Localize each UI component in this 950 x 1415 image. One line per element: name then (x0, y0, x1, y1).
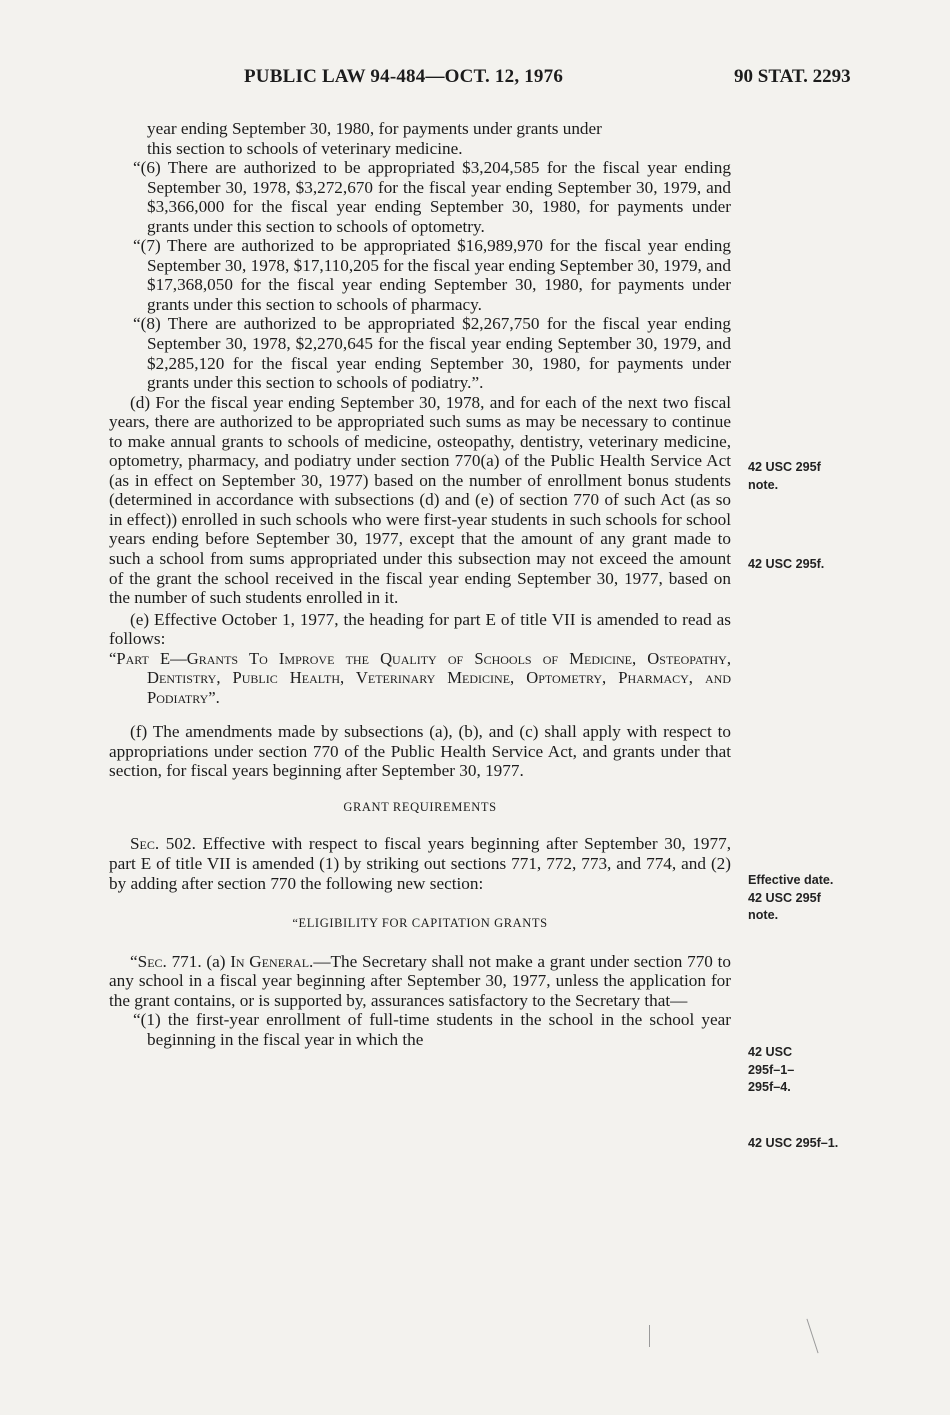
margin-note-line: Effective date. (748, 873, 834, 887)
paragraph-continuation-1: year ending September 30, 1980, for payments under grants under (147, 119, 602, 138)
margin-note-line: 42 USC 295f. (748, 557, 825, 571)
margin-note-line: note. (748, 477, 779, 492)
margin-note-line: note. (748, 908, 779, 922)
page-header-stat: 90 STAT. 2293 (734, 66, 851, 87)
margin-note-effective-date (748, 872, 833, 925)
section-heading-eligibility: “ELIGIBILITY FOR CAPITATION GRANTS (292, 916, 548, 931)
section-502 (109, 834, 731, 893)
section-502-text: 502. Effective with respect to fiscal years beginning after September 30, 1977, part E of title VII is amended (1) by striking out sections 771, 772, 773, and 774, and (2) by adding after section 770 the following new section: (109, 834, 731, 893)
section-771-label: “Sec. (130, 951, 167, 971)
paragraph-7: “(7) There are authorized to be appropriated $16,989,970 for the fiscal year ending September 30, 1978, $17,110,205 for the fiscal year ending September 30, 1979, and $17,368,050 for the fiscal year ending September 30, 1980, for payments under grants under this section to schools of pharmacy. (133, 236, 731, 314)
paragraph-6: “(6) There are authorized to be appropriated $3,204,585 for the fiscal year ending September 30, 1978, $3,272,670 for the fiscal year ending September 30, 1979, and $3,366,000 for the fiscal year ending September 30, 1980, for payments under grants under this section to schools of optometry. (133, 158, 731, 236)
paragraph-d: (d) For the fiscal year ending September 30, 1978, and for each of the next two fiscal years, there are authorized to be appropriated such sums as may be necessary to continue to make annual grants to schools of medicine, osteopathy, dentistry, veterinary medicine, optometry, pharmacy, and podiatry under section 770(a) of the Public Health Service Act (as in effect on September 30, 1977) based on the number of enrollment bonus students (determined in accordance with subsections (d) and (e) of section 770 of such Act (as so in effect)) enrolled in such schools who were first-year students in such schools for school years ending before September 30, 1977, except that the amount of any grant made to such a school from sums appropriated under this subsection may not exceed the amount of the grant the school received in the fiscal year ending September 30, 1977, based on the number of such students enrolled in it. (109, 392, 731, 608)
margin-note-42usc295f-1-4 (748, 1044, 794, 1097)
section-771-text: —The Secretary shall not make a grant under section 770 to any school in a fiscal year beginning after September 30, 1977, unless the application for the grant contains, or is supported by, assurances satisfactory to the Secretary that— (109, 951, 731, 1010)
paragraph-continuation-2: this section to schools of veterinary medicine. (147, 138, 463, 158)
paragraph-8: “(8) There are authorized to be appropriated $2,267,750 for the fiscal year ending September 30, 1978, $2,270,645 for the fiscal year ending September 30, 1979, and $2,285,120 for the fiscal year ending September 30, 1980, for payments under grants under this section to schools of podiatry.”. (133, 314, 731, 393)
paragraph-e: (e) Effective October 1, 1977, the heading for part E of title VII is amended to read as follows: (109, 609, 731, 649)
scan-mark (806, 1319, 818, 1354)
margin-note-42usc295f-note (748, 459, 821, 494)
margin-note-line: 42 USC 295f–1. (748, 1136, 839, 1150)
part-e-title-text: “Part E—Grants To Improve the Quality of Schools of Medicine, Osteopathy, Dentistry, Public Health, Veterinary Medicine, Optometry, Pharmacy, and Podiatry”. (109, 648, 731, 707)
margin-note-42usc295f-1 (748, 1135, 838, 1153)
margin-note-line: 42 USC (748, 1045, 793, 1059)
section-502-label: Sec. (130, 834, 160, 854)
page-header-title: PUBLIC LAW 94-484—OCT. 12, 1976 (244, 66, 564, 87)
margin-note-line: 295f–4. (748, 1080, 791, 1094)
body-text (109, 119, 731, 1049)
section-771-in-general: In General. (230, 951, 314, 971)
section-771-number: 771. (a) (171, 951, 226, 971)
section-heading-grant-requirements: GRANT REQUIREMENTS (343, 799, 497, 814)
scan-mark (649, 1325, 650, 1347)
margin-note-line: 42 USC 295f (748, 890, 821, 905)
margin-note-42usc295f (748, 556, 824, 574)
paragraph-771-1: “(1) the first-year enrollment of full-time students in the school in the school year beginning in the fiscal year in which the (133, 1010, 731, 1049)
part-e-title (109, 649, 731, 708)
margin-note-line: 295f–1– (748, 1062, 795, 1077)
paragraph-f: (f) The amendments made by subsections (a), (b), and (c) shall apply with respect to appropriations under section 770 of the Public Health Service Act, and grants under that section, for fiscal years beginning after September 30, 1977. (109, 722, 731, 781)
margin-note-line: 42 USC 295f (748, 460, 821, 474)
section-771-a (109, 952, 731, 1011)
